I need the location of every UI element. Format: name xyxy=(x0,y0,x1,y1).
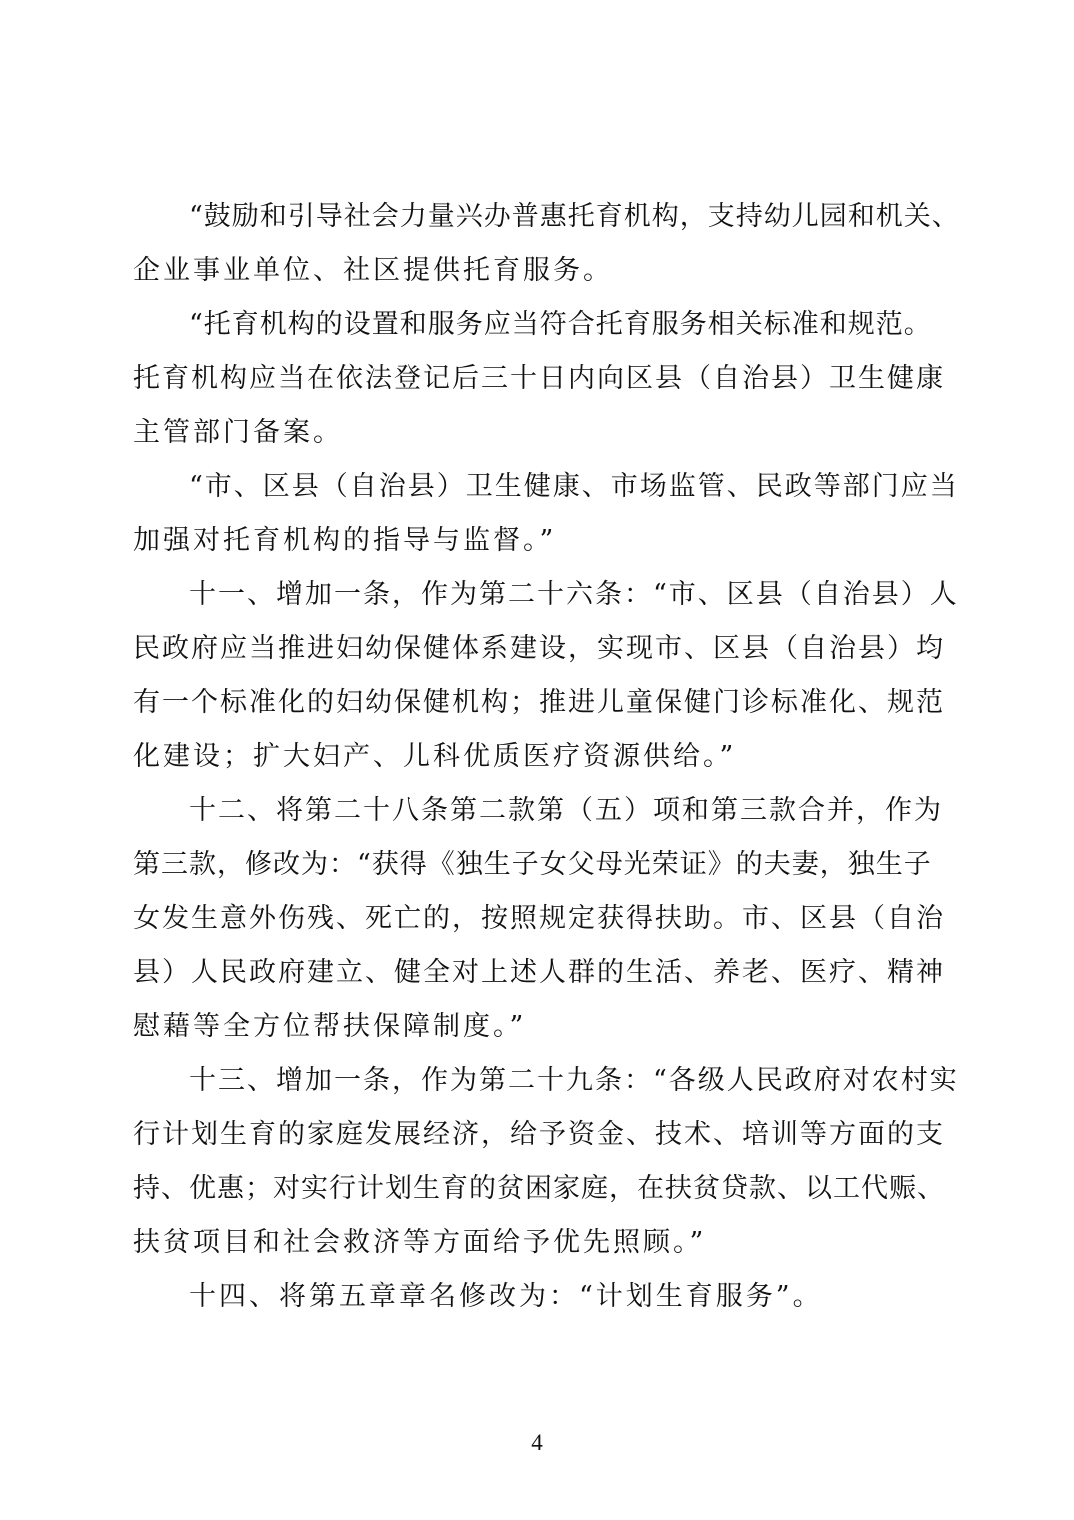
text-line: 十一、增加一条，作为第二十六条：“市、区县（自治县）人 xyxy=(189,579,959,610)
text-line: 女发生意外伤残、死亡的，按照规定获得扶助。市、区县（自治 xyxy=(133,903,945,934)
text-line: 化建设；扩大妇产、儿科优质医疗资源供给。” xyxy=(133,741,737,772)
text-line: “市、区县（自治县）卫生健康、市场监管、民政等部门应当 xyxy=(189,471,959,502)
text-line: 十三、增加一条，作为第二十九条：“各级人民政府对农村实 xyxy=(189,1065,959,1096)
text-line: 慰藉等全方位帮扶保障制度。” xyxy=(133,1011,527,1042)
text-line: 第三款，修改为：“获得《独生子女父母光荣证》的夫妻，独生子 xyxy=(133,849,932,880)
text-line: 企业事业单位、社区提供托育服务。 xyxy=(133,255,613,286)
text-line: 十四、将第五章章名修改为：“计划生育服务”。 xyxy=(189,1281,823,1312)
text-line: 扶贫项目和社会救济等方面给予优先照顾。” xyxy=(133,1227,707,1258)
page-number: 4 xyxy=(531,1430,543,1455)
text-line: “托育机构的设置和服务应当符合托育服务相关标准和规范。 xyxy=(189,309,932,340)
document-body xyxy=(133,190,963,1324)
text-line: “鼓励和引导社会力量兴办普惠托育机构，支持幼儿园和机关、 xyxy=(189,201,960,232)
text-line: 持、优惠；对实行计划生育的贫困家庭，在扶贫贷款、以工代赈、 xyxy=(133,1173,945,1204)
text-line: 加强对托育机构的指导与监督。” xyxy=(133,525,557,556)
text-line: 行计划生育的家庭发展经济，给予资金、技术、培训等方面的支 xyxy=(133,1119,945,1150)
text-line: 十二、将第二十八条第二款第（五）项和第三款合并，作为 xyxy=(189,795,943,826)
text-line: 托育机构应当在依法登记后三十日内向区县（自治县）卫生健康 xyxy=(133,363,945,394)
text-line: 民政府应当推进妇幼保健体系建设，实现市、区县（自治县）均 xyxy=(133,633,945,664)
text-line: 县）人民政府建立、健全对上述人群的生活、养老、医疗、精神 xyxy=(133,957,945,988)
text-line: 主管部门备案。 xyxy=(133,417,343,448)
text-line: 有一个标准化的妇幼保健机构；推进儿童保健门诊标准化、规范 xyxy=(133,687,945,718)
